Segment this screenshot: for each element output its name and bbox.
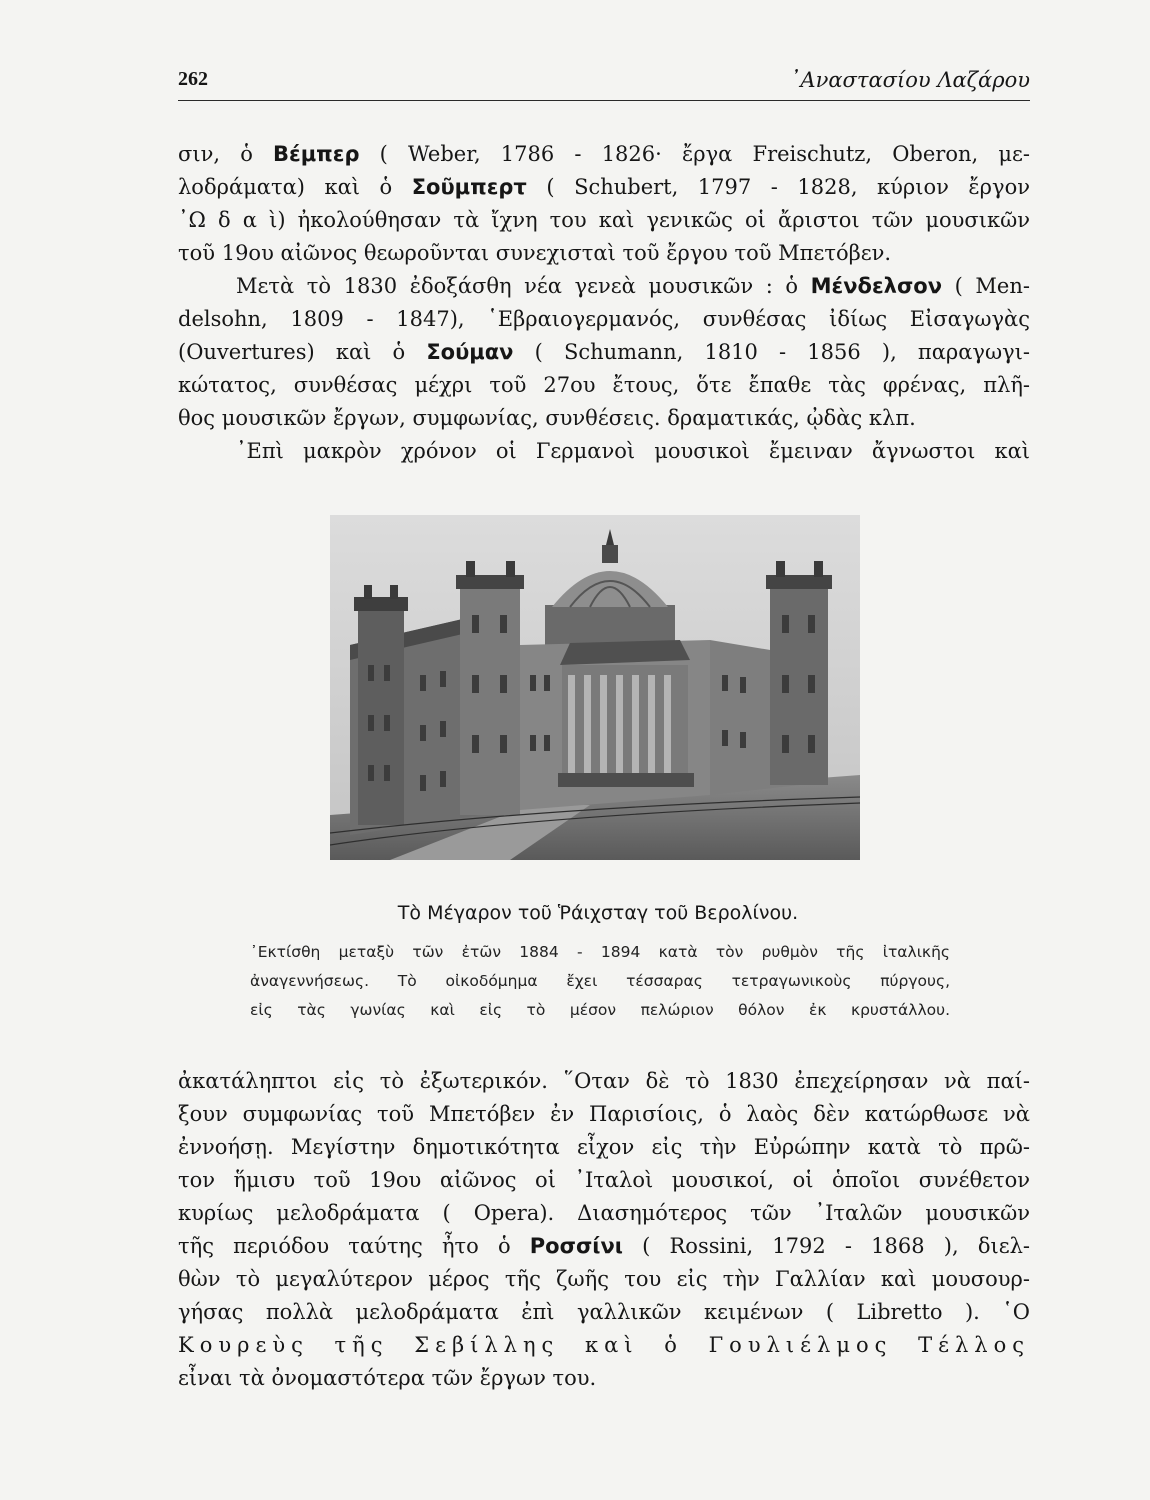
text-line: ᾿Ω δ α ὶ) ἠκολούθησαν τὰ ἴχνη του καὶ γενικῶς οἱ ἄριστοι τῶν μουσικῶν <box>178 208 1030 232</box>
figure-caption: Τὸ Μέγαρον τοῦ Ῥάιχσταγ τοῦ Βερολίνου. <box>397 902 799 924</box>
text-line: delsohn, 1809 - 1847), ῾Εβραιογερμανός, συνθέσας ἰδίως Εἰσαγωγὰς <box>178 307 1030 331</box>
text-line: γήσας πολλὰ μελοδράματα ἐπὶ γαλλικῶν κειμένων ( Libretto ). ῾Ο <box>178 1300 1030 1324</box>
text-run: ( Schumann, 1810 - 1856 ), παραγωγι- <box>513 340 1030 364</box>
text-line <box>178 336 1030 369</box>
running-head-author: ᾿Αναστασίου Λαζάρου <box>789 68 1030 92</box>
paragraph-1 <box>178 138 1030 270</box>
text-run: σιν, ὁ <box>178 142 274 166</box>
composer-name-weber: Βέμπερ <box>273 142 360 166</box>
body-text-bottom <box>178 1065 1030 1395</box>
text-line <box>178 171 1030 204</box>
note-line: εἰς τὰς γωνίας καὶ εἰς τὸ μέσον πελώριον θόλον ἐκ κρυστάλλου. <box>250 1001 950 1019</box>
text-line: ᾿Επὶ μακρὸν χρόνον οἱ Γερμανοὶ μουσικοὶ ἔμειναν ἄγνωστοι καὶ <box>236 439 1030 463</box>
text-line: ξουν συμφωνίας τοῦ Μπετόβεν ἐν Παρισίοις, ὁ λαὸς δὲν κατώρθωσε νὰ <box>178 1102 1030 1126</box>
note-line: ἀναγεννήσεως. Τὸ οἰκοδόμημα ἔχει τέσσαρας τετραγωνικοὺς πύργους, <box>250 972 950 990</box>
composer-name-schubert: Σοῦμπερτ <box>411 175 527 199</box>
text-run: ( Weber, 1786 - 1826· ἔργα Freischutz, Oberon, με- <box>359 142 1030 166</box>
text-run: ( Rossini, 1792 - 1868 ), διελ- <box>622 1234 1030 1258</box>
text-run: (Ouvertures) καὶ ὁ <box>178 340 427 364</box>
text-run: τῆς περιόδου ταύτης ἦτο ὁ <box>178 1234 530 1258</box>
page-number: 262 <box>178 68 208 90</box>
text-line: κυρίως μελοδράματα ( Opera). Διασημότερος τῶν ᾿Ιταλῶν μουσικῶν <box>178 1201 1030 1225</box>
text-line: θὼν τὸ μεγαλύτερον μέρος τῆς ζωῆς του εἰς τὴν Γαλλίαν καὶ μουσουρ- <box>178 1267 1030 1291</box>
text-run: λοδράματα) καὶ ὁ <box>178 175 412 199</box>
text-line: εἶναι τὰ ὀνομαστότερα τῶν ἔργων του. <box>178 1366 597 1390</box>
figure-note <box>250 938 950 1025</box>
composer-name-mendelssohn: Μένδελσον <box>810 274 943 298</box>
body-text-top <box>178 138 1030 468</box>
paragraph-3 <box>178 435 1030 468</box>
text-run: Μετὰ τὸ 1830 ἐδοξάσθη νέα γενεὰ μουσικῶν : ὁ <box>236 274 811 298</box>
text-line <box>178 270 1030 303</box>
composer-name-schumann: Σούμαν <box>426 340 514 364</box>
text-run: ( Schubert, 1797 - 1828, κύριον ἔργον <box>526 175 1030 199</box>
text-line: τον ἥμισυ τοῦ 19ου αἰῶνος οἱ ᾿Ιταλοὶ μουσικοί, οἱ ὁποῖοι συνέθετον <box>178 1168 1030 1192</box>
text-line: ἐννοήσῃ. Μεγίστην δημοτικότητα εἶχον εἰς τὴν Εὐρώπην κατὰ τὸ πρῶ- <box>178 1135 1030 1159</box>
composer-name-rossini: Ροσσίνι <box>529 1234 623 1258</box>
text-line <box>178 138 1030 171</box>
paragraph-4 <box>178 1065 1030 1395</box>
note-line: ᾿Εκτίσθη μεταξὺ τῶν ἐτῶν 1884 - 1894 κατὰ τὸν ρυθμὸν τῆς ἰταλικῆς <box>250 943 950 961</box>
paragraph-2 <box>178 270 1030 435</box>
text-line-works: Κουρεὺς τῆς Σεβίλλης καὶ ὁ Γουλιέλμος Τέλλος <box>178 1333 1030 1357</box>
text-line: θος μουσικῶν ἔργων, συμφωνίας, συνθέσεις. δραματικάς, ᾠδὰς κλπ. <box>178 406 916 430</box>
reichstag-photo <box>330 515 860 860</box>
running-head <box>178 68 1030 98</box>
text-line: τοῦ 19ου αἰῶνος θεωροῦνται συνεχισταὶ τοῦ ἔργου τοῦ Μπετόβεν. <box>178 241 892 265</box>
header-rule <box>178 100 1030 101</box>
text-line: κώτατος, συνθέσας μέχρι τοῦ 27ου ἔτους, ὅτε ἔπαθε τὰς φρένας, πλῆ- <box>178 373 1030 397</box>
text-line <box>178 1230 1030 1263</box>
text-line: ἀκατάληπτοι εἰς τὸ ἐξωτερικόν. ῞Οταν δὲ τὸ 1830 ἐπεχείρησαν νὰ παί- <box>178 1069 1030 1093</box>
text-run: ( Men- <box>942 274 1030 298</box>
